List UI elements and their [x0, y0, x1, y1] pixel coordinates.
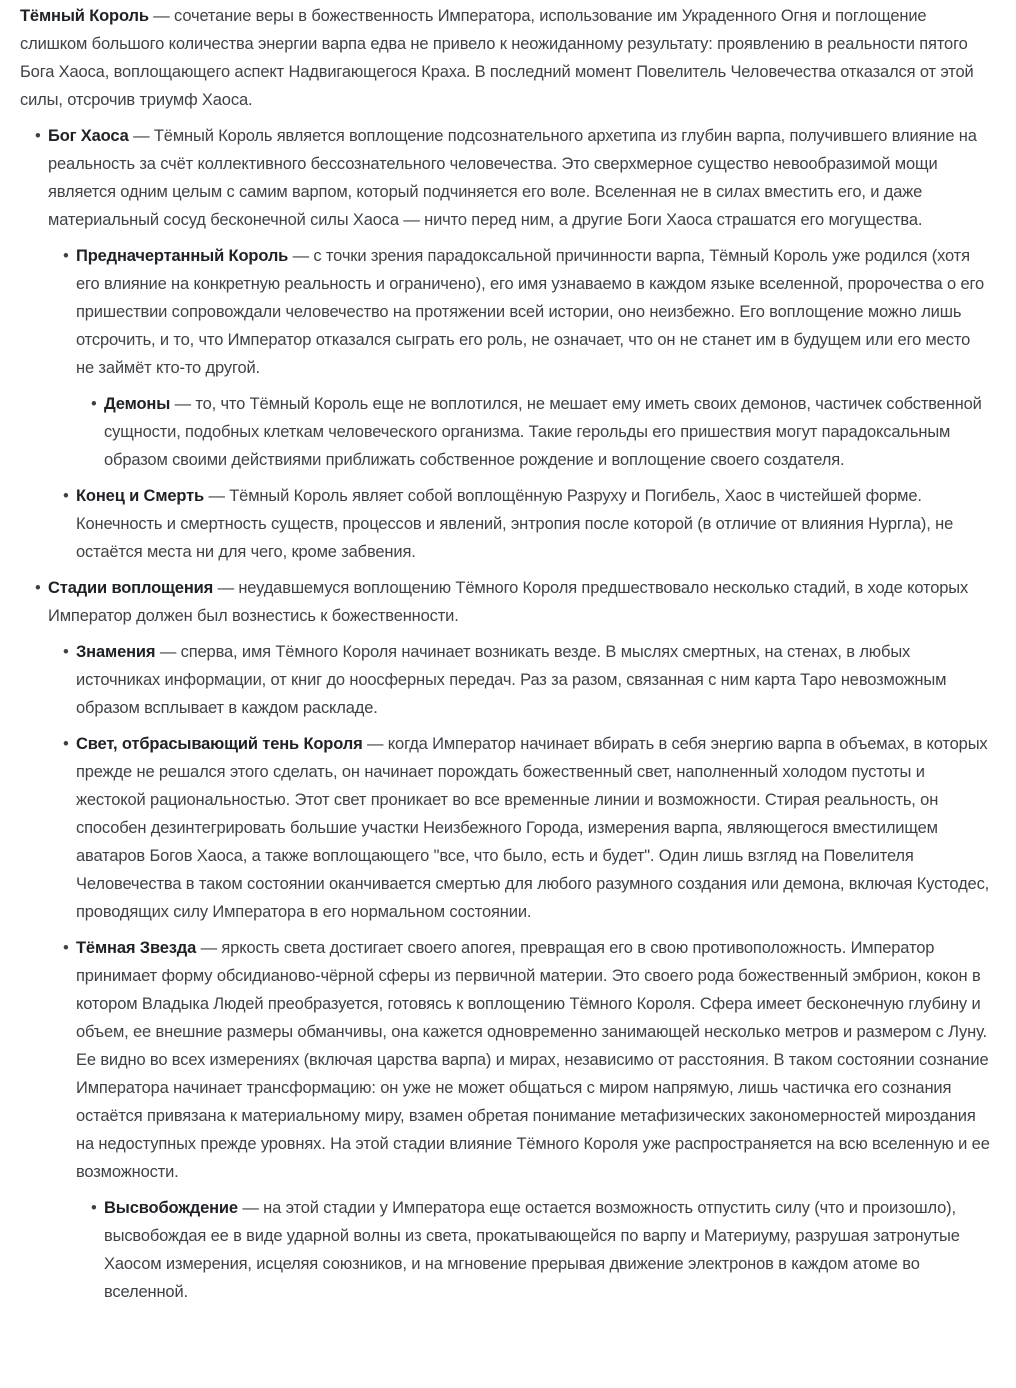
- outline-list-level-3: [76, 1194, 990, 1306]
- term-god-of-chaos: Бог Хаоса: [48, 127, 129, 145]
- outline-list-level-2: [48, 638, 990, 1306]
- intro-text: — сочетание веры в божественность Императора, использование им Украденного Огня и поглощение слишком большого количества энергии варпа едва не привело к неожиданному результату: проявлению в реальности пятого Бога Хаоса, воплощающего аспект Надвигающегося Краха. В последний момент Повелитель Человечества отказался от этой силы, отсрочив триумф Хаоса.: [20, 7, 974, 109]
- item-text: — с точки зрения парадоксальной причинности варпа, Тёмный Король уже родился (хотя его влияние на конкретную реальность и ограничено), его имя узнаваемо в каждом языке вселенной, пророчества о его пришествии сопровождали человечество на протяжении всей истории, оно неизбежно. Его воплощение можно лишь отсрочить, и то, что Император отказался сыграть его роль, не означает, что он не станет им в будущем или его место не займёт кто-то другой.: [76, 247, 985, 377]
- item-daemons: [104, 390, 990, 474]
- item-release: [104, 1194, 990, 1306]
- item-omens: [76, 638, 990, 722]
- term-foreordained-king: Предначертанный Король: [76, 247, 289, 265]
- term-incarnation-stages: Стадии воплощения: [48, 579, 214, 597]
- item-end-and-death: [76, 482, 990, 566]
- item-text: — Тёмный Король является воплощение подсознательного архетипа из глубин варпа, получившего влияние на реальность за счёт коллективного бессознательного человечества. Это сверхмерное существо невообразимой мощи является одним целым с самим варпом, который подчиняется его воле. Вселенная не в силах вместить его, и даже материальный сосуд бесконечной силы Хаоса — ничто перед ним, а другие Боги Хаоса страшатся его могущества.: [48, 127, 977, 229]
- outline-list-level-1: [20, 122, 990, 1306]
- term-release: Высвобождение: [104, 1199, 238, 1217]
- term-dark-star: Тёмная Звезда: [76, 939, 197, 957]
- item-dark-star: [76, 934, 990, 1306]
- item-text: — то, что Тёмный Король еще не воплотился, не мешает ему иметь своих демонов, частичек собственной сущности, подобных клеткам человеческого организма. Такие герольды его пришествия могут парадоксальным образом своими действиями приближать собственное рождение и воплощение своего создателя.: [104, 395, 982, 469]
- item-text: — Тёмный Король являет собой воплощённую Разруху и Погибель, Хаос в чистейшей форме. Конечность и смертность существ, процессов и явлений, энтропия после которой (в отличие от влияния Нургла), не остаётся места ни для чего, кроме забвения.: [76, 487, 954, 561]
- item-light-casting-shadow: [76, 730, 990, 926]
- outline-list-level-2: [48, 242, 990, 566]
- item-text: — на этой стадии у Императора еще остается возможность отпустить силу (что и произошло), высвобождая ее в виде ударной волны из света, прокатывающейся по варпу и Материуму, разрушая затронутые Хаосом измерения, исцеляя союзников, и на мгновение прерывая движение электронов в каждом атоме во вселенной.: [104, 1199, 960, 1301]
- item-text: — неудавшемуся воплощению Тёмного Короля предшествовало несколько стадий, в ходе которых Император должен был вознестись к божественности.: [48, 579, 969, 625]
- item-foreordained-king: [76, 242, 990, 474]
- outline-list-level-3: [76, 390, 990, 474]
- term-omens: Знамения: [76, 643, 156, 661]
- term-dark-king: Тёмный Король: [20, 7, 149, 25]
- item-text: — когда Император начинает вбирать в себя энергию варпа в объемах, в которых прежде не решался этого сделать, он начинает порождать божественный свет, наполненный холодом пустоты и жестокой рациональностью. Этот свет проникает во все временные линии и возможности. Стирая реальность, он способен дезинтегрировать большие участки Неизбежного Города, измерения варпа, являющегося вместилищем аватаров Богов Хаоса, а также воплощающего "все, что было, есть и будет". Один лишь взгляд на Повелителя Человечества в таком состоянии оканчивается смертью для любого разумного создания или демона, включая Кустодес, проводящих силу Императора в его нормальном состоянии.: [76, 735, 990, 921]
- item-god-of-chaos: [48, 122, 990, 566]
- item-incarnation-stages: [48, 574, 990, 1306]
- item-text: — яркость света достигает своего апогея, превращая его в свою противоположность. Император принимает форму обсидианово-чёрной сферы из первичной материи. Это своего рода божественный эмбрион, кокон в котором Владыка Людей преобразуется, готовясь к воплощению Тёмного Короля. Сфера имеет бесконечную глубину и объем, ее внешние размеры обманчивы, она кажется одновременно занимающей несколько метров и размером с Луну. Ее видно во всех измерениях (включая царства варпа) и мирах, независимо от расстояния. В таком состоянии сознание Императора начинает трансформацию: он уже не может общаться с миром напрямую, лишь частичка его сознания остаётся привязана к материальному миру, взамен обретая понимание метафизических закономерностей мироздания на недоступных прежде уровнях. На этой стадии влияние Тёмного Короля уже распространяется на всю вселенную и ее возможности.: [76, 939, 990, 1181]
- term-daemons: Демоны: [104, 395, 171, 413]
- item-text: — сперва, имя Тёмного Короля начинает возникать везде. В мыслях смертных, на стенах, в любых источниках информации, от книг до ноосферных передач. Раз за разом, связанная с ним карта Таро невозможным образом всплывает в каждом раскладе.: [76, 643, 947, 717]
- intro-paragraph: [20, 2, 990, 114]
- term-light-casting-shadow: Свет, отбрасывающий тень Короля: [76, 735, 363, 753]
- term-end-and-death: Конец и Смерть: [76, 487, 205, 505]
